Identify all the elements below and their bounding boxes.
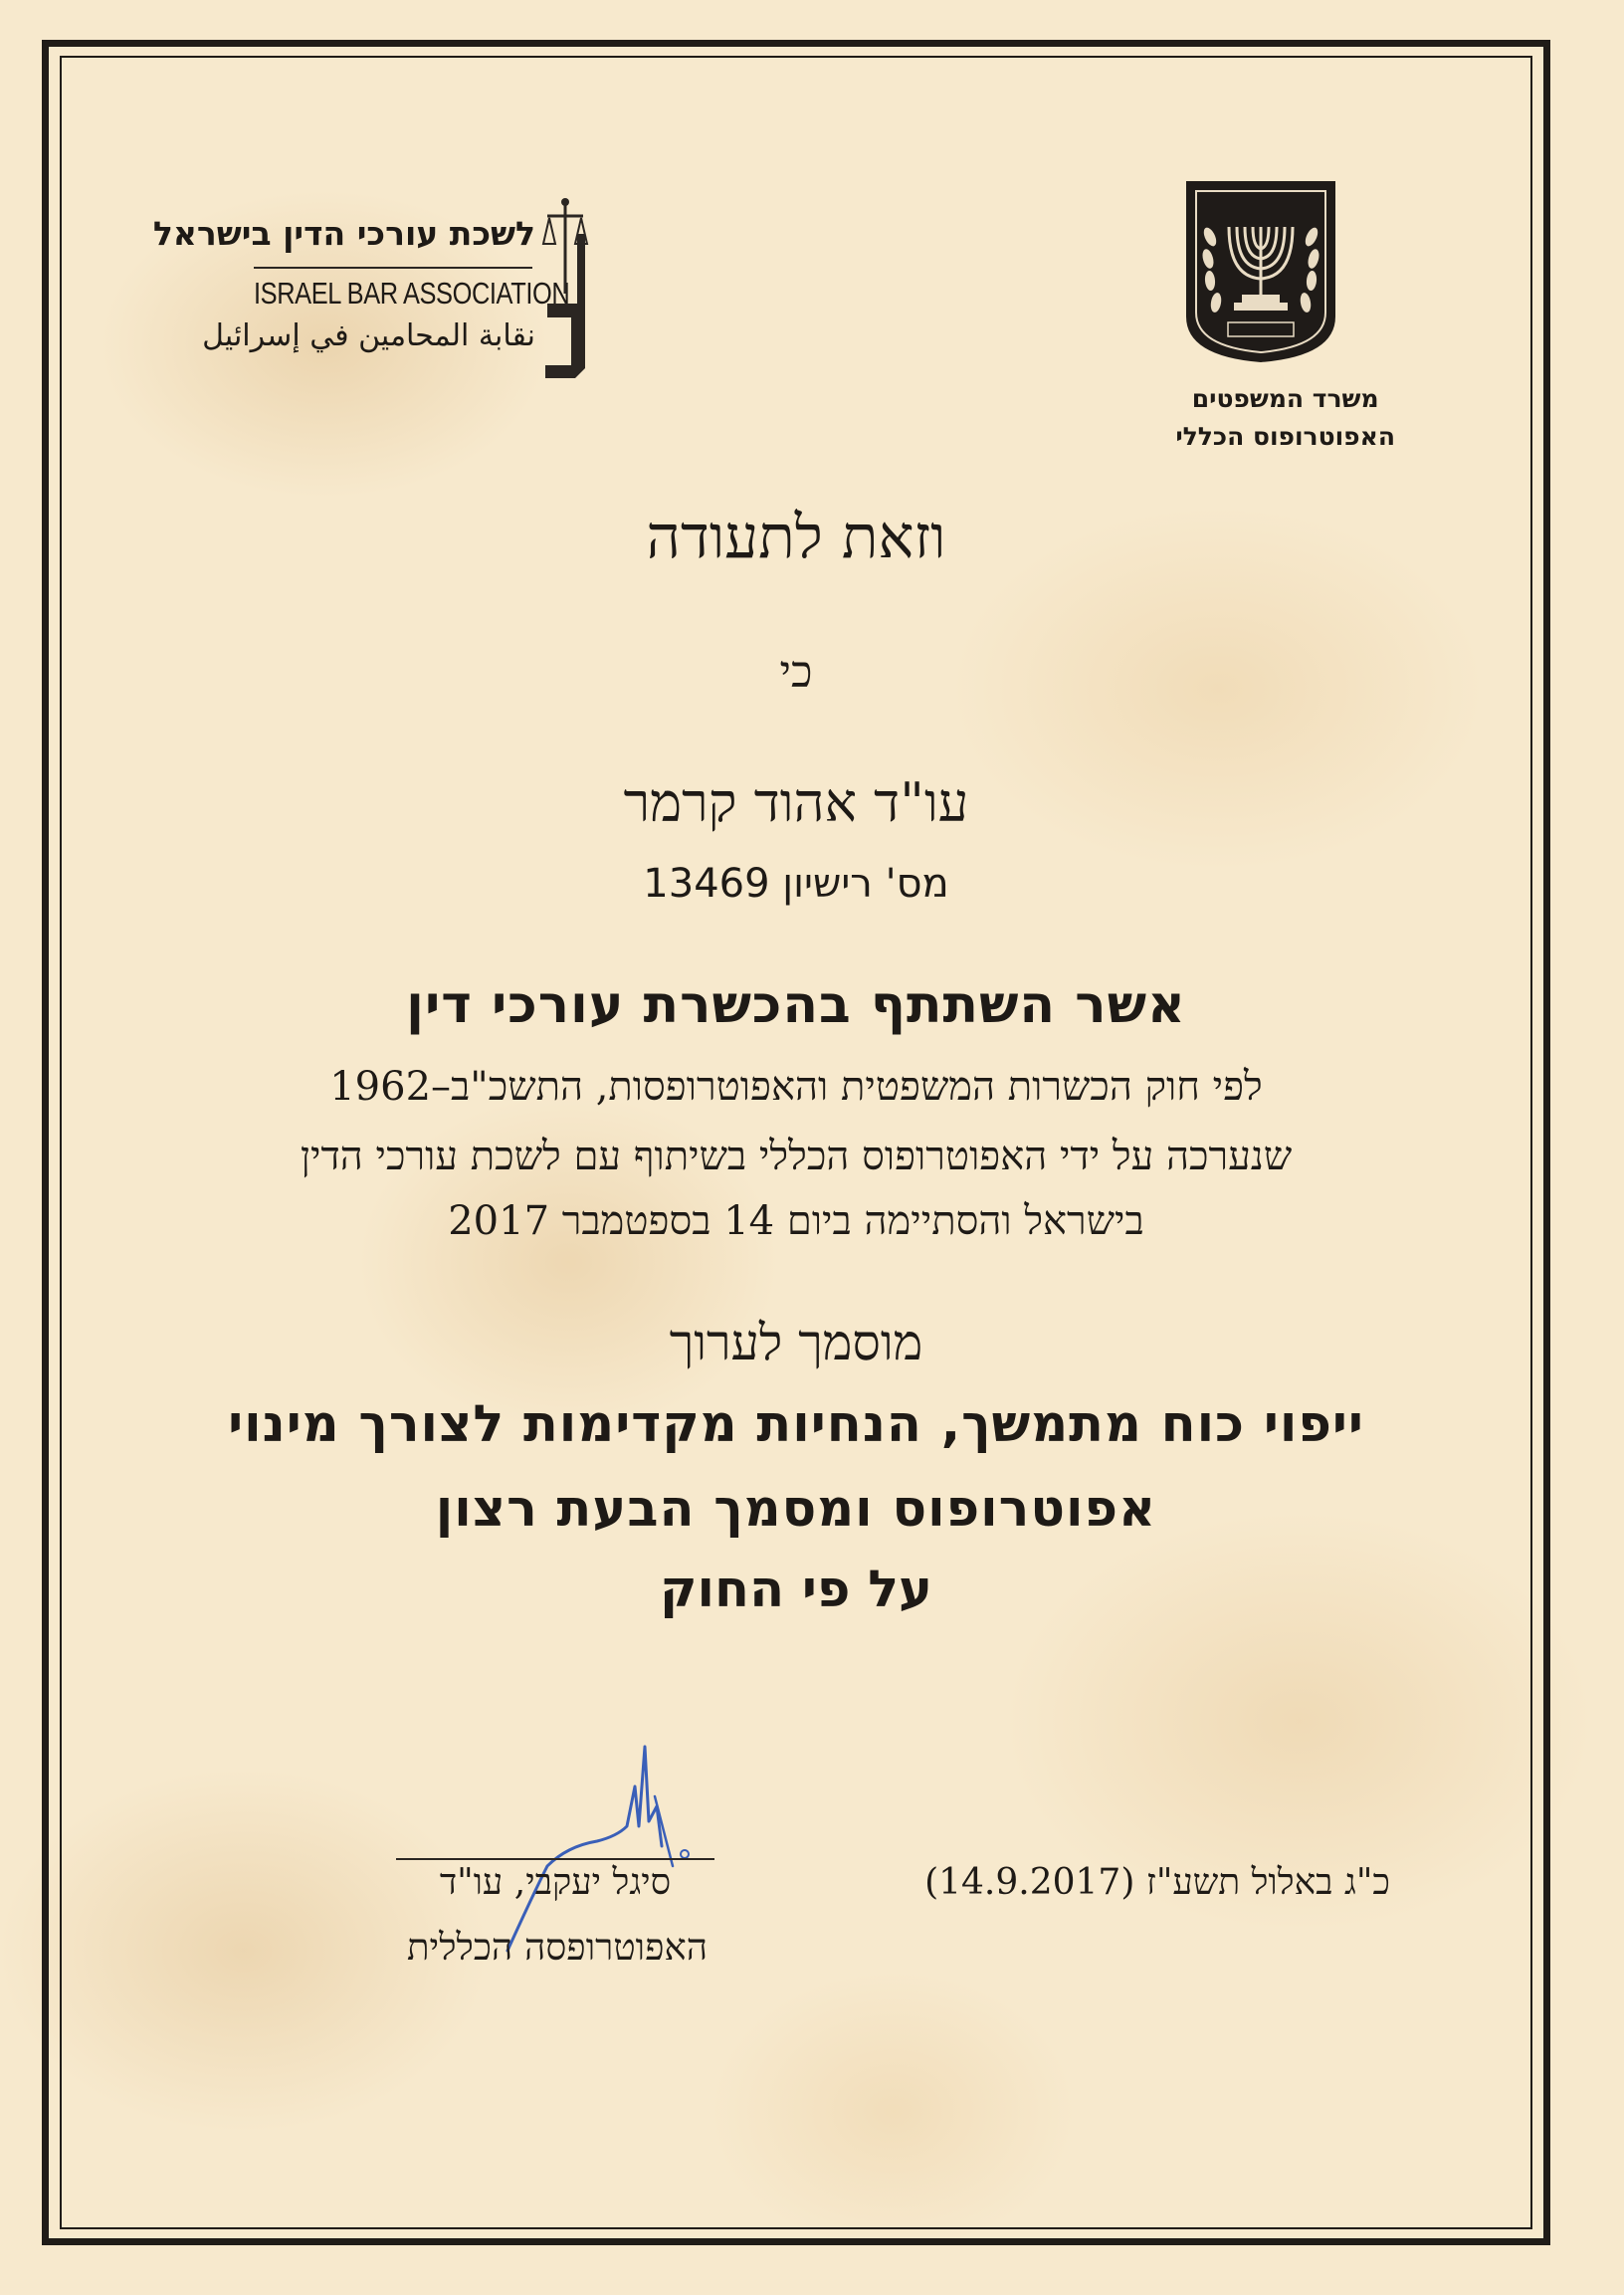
completion-date: בישראל והסתיימה ביום 14 בספטמבר 2017 xyxy=(448,1198,1144,1244)
certificate-ki: כי xyxy=(779,647,813,698)
bar-association-name-hebrew: לשכת עורכי הדין בישראל xyxy=(152,214,535,253)
license-number: מס' רישיון 13469 xyxy=(643,861,949,907)
authorization-subject-line-2: אפוטרופוס ומסמך הבעת רצון xyxy=(435,1480,1157,1539)
handwritten-signature xyxy=(478,1727,716,1956)
training-organizer: שנערכה על ידי האפוטרופוס הכללי בשיתוף עם לשכת עורכי הדין xyxy=(300,1134,1293,1179)
authorization-subject-line-3: על פי החוק xyxy=(659,1561,933,1619)
signer-title: האפוטרופסה הכללית xyxy=(406,1926,709,1969)
ministry-line-1: משרד המשפטים xyxy=(1191,384,1379,413)
ministry-name xyxy=(1175,380,1395,456)
state-of-israel-emblem-icon xyxy=(1182,177,1339,364)
bar-logo-divider xyxy=(254,267,532,269)
law-reference: לפי חוק הכשרות המשפטית והאפוטרופסות, התשכ"ב–1962 xyxy=(329,1064,1263,1110)
scales-of-justice-icon xyxy=(537,194,597,383)
authorization-heading: מוסמך לערוך xyxy=(669,1314,923,1371)
ministry-line-2: האפוטרופוס הכללי xyxy=(1175,422,1395,451)
certificate-title: וזאת לתעודה xyxy=(646,503,946,572)
issue-date: כ"ג באלול תשע"ז (14.9.2017) xyxy=(924,1862,1390,1903)
recipient-name: עו"ד אהוד קרמר xyxy=(623,771,969,834)
participation-statement: אשר השתתף בהכשרת עורכי דין xyxy=(406,975,1186,1035)
bar-association-logo xyxy=(152,194,597,393)
signer-name: סיגל יעקבי, עו"ד xyxy=(439,1862,672,1903)
bar-association-name-arabic: نقابة المحامين في إسرائيل xyxy=(202,318,535,353)
authorization-subject-line-1: ייפוי כוח מתמשך, הנחיות מקדימות לצורך מינוי xyxy=(228,1395,1364,1454)
bar-association-name-english: ISRAEL BAR ASSOCIATION xyxy=(254,276,570,311)
signature-line xyxy=(396,1858,714,1860)
